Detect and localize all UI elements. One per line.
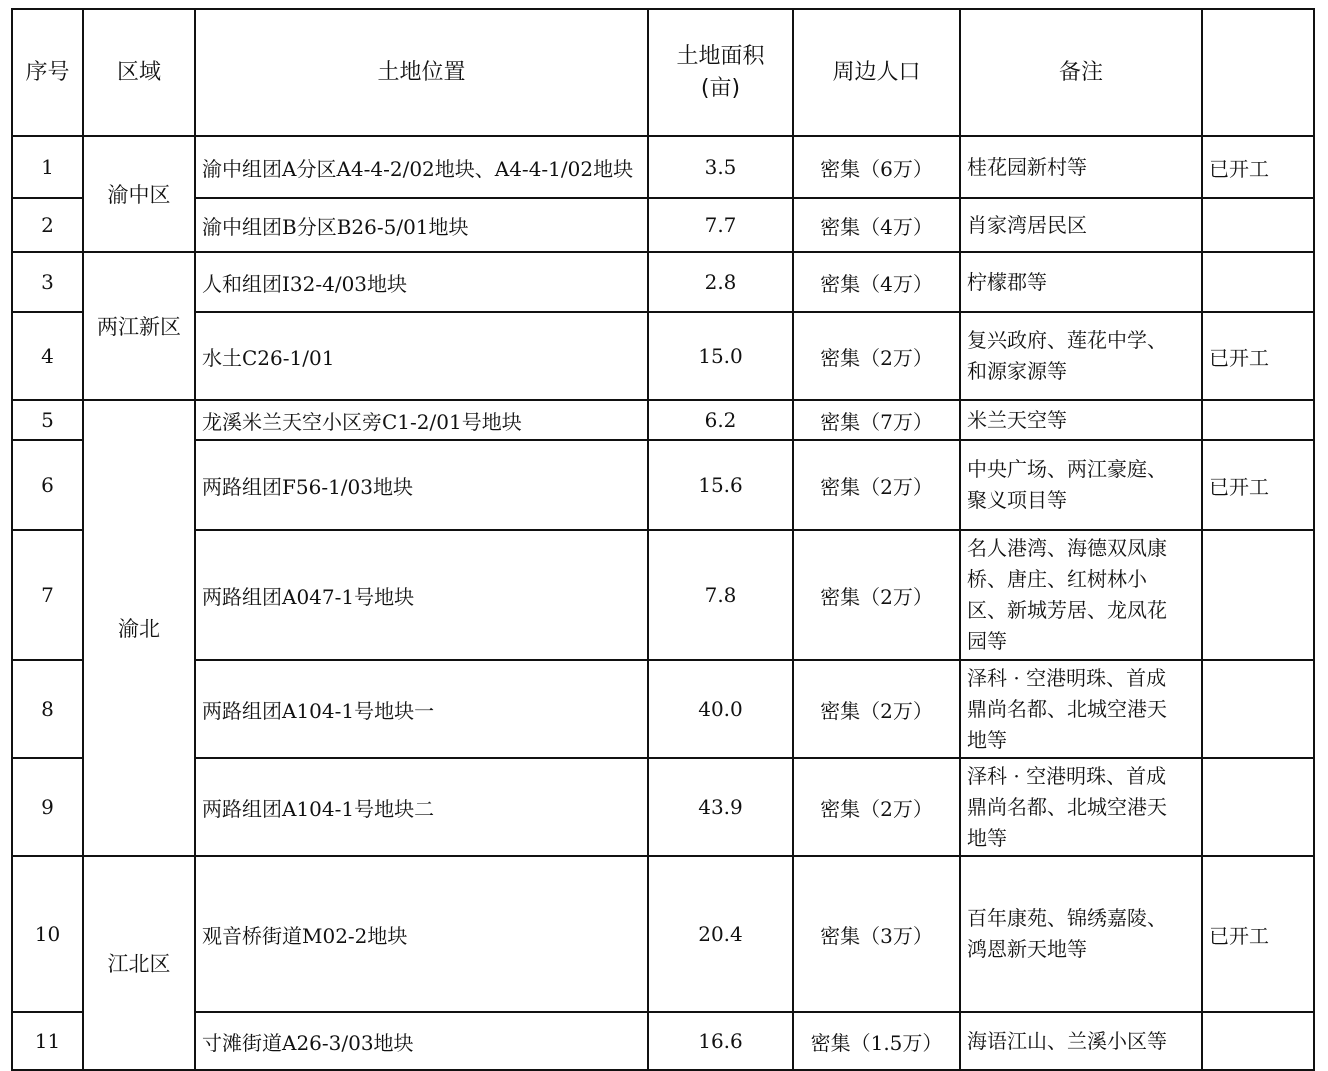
- population-cell: 密集（2万）: [793, 660, 960, 758]
- table-row: [12, 198, 1314, 252]
- note-cell: [960, 400, 1202, 440]
- location-cell: 观音桥街道M02-2地块: [195, 856, 648, 1012]
- note-cell: [960, 1012, 1202, 1070]
- note-line: 米兰天空等: [967, 407, 1067, 432]
- area-cell: 7.7: [648, 198, 793, 252]
- location-cell: 人和组团I32-4/03地块: [195, 252, 648, 312]
- note-cell: [960, 856, 1202, 1012]
- status-cell: [1202, 758, 1314, 856]
- note-line: 海语江山、兰溪小区等: [967, 1028, 1167, 1053]
- table-row: [12, 856, 1314, 1012]
- note-line: 鼎尚名都、北城空港天: [967, 794, 1167, 819]
- header-status: [1202, 9, 1314, 136]
- location-cell: 龙溪米兰天空小区旁C1-2/01号地块: [195, 400, 648, 440]
- note-line: 鸿恩新天地等: [967, 937, 1087, 961]
- area-cell: 6.2: [648, 400, 793, 440]
- population-cell: 密集（3万）: [793, 856, 960, 1012]
- note-line: 地等: [967, 825, 1007, 850]
- status-cell: [1202, 530, 1314, 660]
- header-note: 备注: [960, 9, 1202, 136]
- location-cell: 渝中组团B分区B26-5/01地块: [195, 198, 648, 252]
- region-cell: 江北区: [83, 856, 195, 1070]
- note-cell: [960, 440, 1202, 530]
- note-line: 和源家源等: [967, 359, 1067, 383]
- area-cell: 15.0: [648, 312, 793, 400]
- land-table: [11, 8, 1315, 1071]
- row-number: 2: [12, 198, 83, 252]
- population-cell: 密集（2万）: [793, 758, 960, 856]
- status-cell: 已开工: [1202, 440, 1314, 530]
- area-cell: 40.0: [648, 660, 793, 758]
- table-row: [12, 758, 1314, 856]
- note-line: 鼎尚名都、北城空港天: [967, 696, 1167, 721]
- row-number: 5: [12, 400, 83, 440]
- area-cell: 7.8: [648, 530, 793, 660]
- status-cell: 已开工: [1202, 856, 1314, 1012]
- table-row: [12, 400, 1314, 440]
- population-cell: 密集（6万）: [793, 136, 960, 198]
- header-area-line2: (亩): [700, 75, 741, 101]
- table-row: [12, 660, 1314, 758]
- status-cell: [1202, 660, 1314, 758]
- row-number: 4: [12, 312, 83, 400]
- population-cell: 密集（1.5万）: [793, 1012, 960, 1070]
- location-cell: 两路组团A104-1号地块一: [195, 660, 648, 758]
- status-cell: [1202, 252, 1314, 312]
- header-area-line1: 土地面积: [676, 43, 765, 69]
- location-cell: 两路组团A047-1号地块: [195, 530, 648, 660]
- status-cell: [1202, 198, 1314, 252]
- location-cell: 寸滩街道A26-3/03地块: [195, 1012, 648, 1070]
- note-cell: [960, 136, 1202, 198]
- population-cell: 密集（7万）: [793, 400, 960, 440]
- note-cell: [960, 198, 1202, 252]
- population-cell: 密集（4万）: [793, 252, 960, 312]
- area-cell: 16.6: [648, 1012, 793, 1070]
- table-row: [12, 252, 1314, 312]
- row-number: 7: [12, 530, 83, 660]
- status-cell: 已开工: [1202, 312, 1314, 400]
- row-number: 1: [12, 136, 83, 198]
- header-area: [648, 9, 793, 136]
- location-cell: 两路组团F56-1/03地块: [195, 440, 648, 530]
- note-line: 柠檬郡等: [967, 269, 1047, 294]
- population-cell: 密集（2万）: [793, 312, 960, 400]
- note-line: 百年康苑、锦绣嘉陵、: [967, 906, 1167, 930]
- note-line: 区、新城芳居、龙凤花: [967, 598, 1167, 622]
- note-line: 桂花园新村等: [967, 154, 1087, 179]
- header-no: 序号: [12, 9, 83, 136]
- note-line: 名人港湾、海德双凤康: [967, 536, 1167, 560]
- row-number: 3: [12, 252, 83, 312]
- note-cell: [960, 660, 1202, 758]
- location-cell: 两路组团A104-1号地块二: [195, 758, 648, 856]
- table-row: [12, 136, 1314, 198]
- note-cell: [960, 312, 1202, 400]
- note-line: 地等: [967, 727, 1007, 752]
- area-cell: 15.6: [648, 440, 793, 530]
- status-cell: [1202, 400, 1314, 440]
- area-cell: 3.5: [648, 136, 793, 198]
- table-row: [12, 440, 1314, 530]
- region-cell: 渝中区: [83, 136, 195, 252]
- table-row: [12, 1012, 1314, 1070]
- region-cell: 两江新区: [83, 252, 195, 400]
- area-cell: 20.4: [648, 856, 793, 1012]
- note-line: 园等: [967, 629, 1007, 653]
- region-cell: 渝北: [83, 400, 195, 856]
- note-line: 聚义项目等: [967, 488, 1067, 512]
- status-cell: 已开工: [1202, 136, 1314, 198]
- row-number: 6: [12, 440, 83, 530]
- note-cell: [960, 530, 1202, 660]
- note-line: 桥、唐庄、红树林小: [967, 567, 1147, 591]
- note-line: 泽科 · 空港明珠、首成: [967, 763, 1167, 788]
- table-row: [12, 312, 1314, 400]
- note-line: 泽科 · 空港明珠、首成: [967, 665, 1167, 690]
- header-location: 土地位置: [195, 9, 648, 136]
- location-cell: 渝中组团A分区A4-4-2/02地块、A4-4-1/02地块: [195, 136, 648, 198]
- table-body: [12, 136, 1314, 1070]
- population-cell: 密集（2万）: [793, 530, 960, 660]
- area-cell: 43.9: [648, 758, 793, 856]
- note-cell: [960, 252, 1202, 312]
- population-cell: 密集（4万）: [793, 198, 960, 252]
- note-cell: [960, 758, 1202, 856]
- row-number: 9: [12, 758, 83, 856]
- row-number: 11: [12, 1012, 83, 1070]
- area-cell: 2.8: [648, 252, 793, 312]
- header-row: [12, 9, 1314, 136]
- location-cell: 水土C26-1/01: [195, 312, 648, 400]
- table-row: [12, 530, 1314, 660]
- row-number: 8: [12, 660, 83, 758]
- note-line: 中央广场、两江豪庭、: [967, 457, 1167, 481]
- note-line: 复兴政府、莲花中学、: [967, 328, 1167, 352]
- status-cell: [1202, 1012, 1314, 1070]
- header-region: 区域: [83, 9, 195, 136]
- row-number: 10: [12, 856, 83, 1012]
- header-population: 周边人口: [793, 9, 960, 136]
- note-line: 肖家湾居民区: [967, 212, 1087, 237]
- population-cell: 密集（2万）: [793, 440, 960, 530]
